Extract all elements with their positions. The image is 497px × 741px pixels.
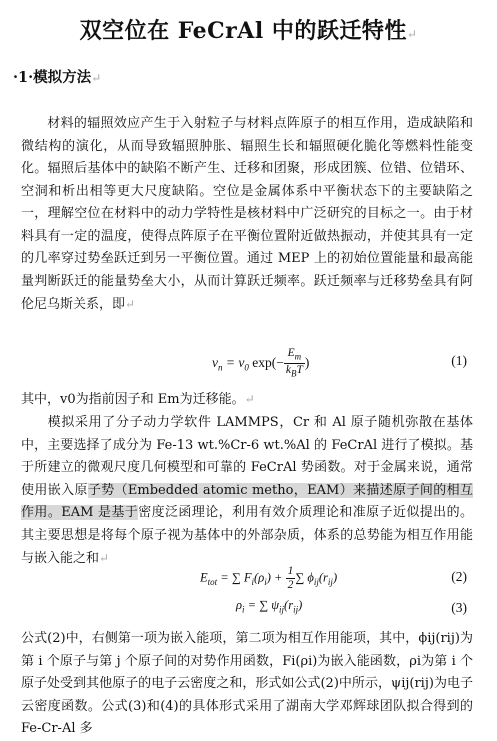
- equation-3-body: $\rho_i$ = ∑ $\psi_{ij}(r_{ij})$: [236, 598, 303, 615]
- document-title: 双空位在 FeCrAl 中的跃迁特性↵: [79, 18, 418, 44]
- paragraph-mark-icon: ↵: [99, 551, 110, 565]
- section-heading: ·1·模拟方法↵: [13, 69, 102, 86]
- paragraph-formula-explanation: 公式(2)中，右侧第一项为嵌入能项，第二项为相互作用能项，其中，ϕij(rij)为第 i 个原子与第 j 个原子间的对势作用函数，Fi(ρi)为嵌入能函数，ρi为第 i 个原子处受到其他原子的电子云密度之和，形式如公式(2)中所示，ψij(rij)为电子云密度函数。公式(3)和(4)的具体形式采用了湖南大学邓辉球团队拟合得到的 Fe-Cr-Al 多: [21, 631, 473, 736]
- paragraph-mark-icon: ↵: [91, 71, 102, 85]
- equation-3: [0, 596, 497, 620]
- paragraph-mark-icon: ↵: [406, 27, 418, 41]
- paragraph-method: 模拟采用了分子动力学软件 LAMMPS，Cr 和 Al 原子随机弥散在基体中，主要选择了成分为 Fe-13 wt.%Cr-6 wt.%Al 的 FeCrAl 进行了模拟。基于所建立的微观尺度几何模型和可靠的 FeCrAl 势函数。对于金属来说，通常使用嵌入原子势（Embedded atomic metho，EAM）来描述原子间的相互作用。EAM 是基于密度泛函理论，利用有效介质理论和准原子近似提出的。其主要思想是将每个原子视为基体中的外部杂质，体系的总势能为相互作用能与嵌入能之和↵: [21, 415, 473, 566]
- paragraph-mark-icon: ↵: [244, 392, 255, 406]
- paragraph-where: 其中，v0为指前因子和 Em为迁移能。↵: [21, 392, 255, 407]
- equation-3-number: (3): [451, 600, 467, 615]
- equation-1-number: (1): [451, 353, 467, 368]
- equation-2-body: $E_{tot}$ = ∑ $F_i(\rho_i)$ + $\frac{1}{2}$ ∑ $\phi_{ij}(r_{ij})$: [200, 565, 338, 591]
- equation-2-number: (2): [451, 569, 467, 584]
- paragraph-intro: 材料的辐照效应产生于入射粒子与材料点阵原子的相互作用，造成缺陷和微结构的演化，从而导致辐照肿胀、辐照生长和辐照硬化脆化等燃料性能变化。辐照后基体中的缺陷不断产生、迁移和团聚，形成团簇、位错、位错环、空洞和析出相等更大尺度缺陷。空位是金属体系中平衡状态下的主要缺陷之一，理解空位在材料中的动力学特性是核材料中广泛研究的目标之一。由于材料具有一定的温度，使得点阵原子在平衡位置附近做热振动，并使其具有一定的几率穿过势垒跃迁到另一平衡位置。通过 MEP 上的初始位置能量和最高能量判断跃迁的能量势垒大小，从而计算跃迁频率。跃迁频率与迁移势垒具有阿伦尼乌斯关系，即↵: [21, 116, 473, 312]
- equation-2: [0, 563, 497, 591]
- equation-1-body: $\nu_n = \nu_0$ exp(− $\frac{E_m}{k_BT}$ ): [212, 347, 310, 379]
- equation-1: [0, 345, 497, 379]
- paragraph-mark-icon: ↵: [125, 297, 136, 311]
- highlighted-text: 子势（Embedded atomic metho，EAM）来描述原子间的相互作用。EAM 是基于: [21, 482, 473, 520]
